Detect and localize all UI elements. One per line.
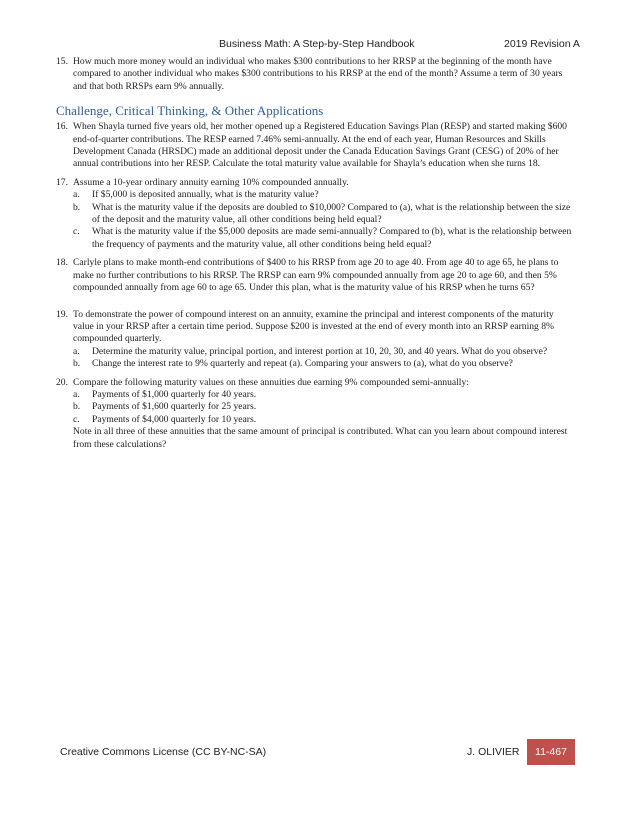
subquestion-text: What is the maturity value if the deposits are doubled to $10,000? Compared to (a), what is the relationship between the size of the deposit and the maturity value, all other conditions being held equal? <box>92 201 571 226</box>
question-note: Note in all three of these annuities that the same amount of principal is contributed. What can you learn about compound interest from these calculations? <box>73 426 568 450</box>
subquestion-text: If $5,000 is deposited annually, what is the maturity value? <box>92 189 319 201</box>
subquestion-b <box>73 401 576 413</box>
question-15 <box>56 56 576 93</box>
header-title: Business Math: A Step-by-Step Handbook <box>219 38 415 50</box>
question-text: Carlyle plans to make month-end contributions of $400 to his RRSP from age 20 to age 40. From age 40 to age 65, he plans to make no further contributions to his RRSP. The RRSP can earn 9% compounded annually from age 20 to age 60, and then 5% compounded annually from age 60 to age 65. Under this plan, what is the maturity value of his RRSP when he turns 65? <box>73 257 559 294</box>
question-text: When Shayla turned five years old, her mother opened up a Registered Education Savings Plan (RESP) and started making $600 end-of-quarter contributions. The RESP earned 7.46% semi-annually. At the end of each year, Human Resources and Skills Development Canada (HRSDC) made an additional deposit under the Canada Education Savings Grant (CESG) of 20% of her annual contributions into her RESP. Calculate the total maturity value available for Shayla’s education when she turns 18. <box>73 121 567 170</box>
subquestion-a <box>73 346 576 358</box>
subquestion-text: Payments of $1,600 quarterly for 25 years. <box>92 401 257 413</box>
subquestion-letter: b. <box>73 401 81 413</box>
subquestion-letter: a. <box>73 388 80 400</box>
document-body <box>56 56 576 451</box>
question-number: 19. <box>56 308 68 320</box>
subquestion-text: Payments of $1,000 quarterly for 40 years. <box>92 388 257 400</box>
question-number: 20. <box>56 376 68 388</box>
question-19 <box>56 309 576 371</box>
question-text: Assume a 10-year ordinary annuity earning 10% compounded annually. <box>73 176 349 188</box>
subquestion-a <box>73 389 576 401</box>
subquestion-c <box>73 414 576 426</box>
question-18 <box>56 257 576 294</box>
page-number-badge <box>527 739 575 765</box>
subquestion-letter: c. <box>73 226 80 238</box>
subquestion-text: Determine the maturity value, principal portion, and interest portion at 10, 20, 30, and 40 years. What do you observe? <box>92 345 548 357</box>
footer-license: Creative Commons License (CC BY-NC-SA) <box>60 746 267 758</box>
subquestion-b <box>73 358 576 370</box>
subquestion-letter: a. <box>73 345 80 357</box>
question-number: 17. <box>56 176 68 188</box>
question-text: To demonstrate the power of compound interest on an annuity, examine the principal and interest components of the maturity value in your RRSP after a certain time period. Suppose $200 is invested at the end of every month into an RRSP earning 8% compounded quarterly. <box>73 308 555 345</box>
question-16 <box>56 121 576 171</box>
section-heading: Challenge, Critical Thinking, & Other Applications <box>56 103 324 119</box>
question-number: 15. <box>56 56 68 67</box>
question-20 <box>56 377 576 451</box>
header-revision: 2019 Revision A <box>504 38 580 50</box>
question-17 <box>56 177 576 251</box>
subquestion-letter: b. <box>73 358 81 370</box>
page-number: 11-467 <box>535 746 567 758</box>
question-text: Compare the following maturity values on these annuities due earning 9% compounded semi-annually: <box>73 376 469 388</box>
subquestion-letter: c. <box>73 413 80 425</box>
subquestion-a <box>73 189 576 201</box>
question-number: 18. <box>56 257 68 269</box>
subquestion-c <box>73 226 576 251</box>
subquestion-text: What is the maturity value if the $5,000 deposits are made semi-annually? Compared to (b), what is the relationship between the frequency of payments and the maturity value, all other conditions being held equal? <box>92 226 572 250</box>
subquestion-letter: b. <box>73 201 81 213</box>
question-number: 16. <box>56 121 68 133</box>
subquestion-b <box>73 202 576 227</box>
subquestion-letter: a. <box>73 189 80 201</box>
subquestion-text: Payments of $4,000 quarterly for 10 years. <box>92 413 257 425</box>
footer-author: J. OLIVIER <box>467 746 520 758</box>
subquestion-text: Change the interest rate to 9% quarterly and repeat (a). Comparing your answers to (a), what do you observe? <box>92 358 513 370</box>
question-text: How much more money would an individual who makes $300 contributions to her RRSP at the beginning of the month have compared to another individual who makes $300 contributions to his RRSP at the end of the month? Assume a term of 30 years and that both RRSPs earn 9% annually. <box>73 56 563 92</box>
